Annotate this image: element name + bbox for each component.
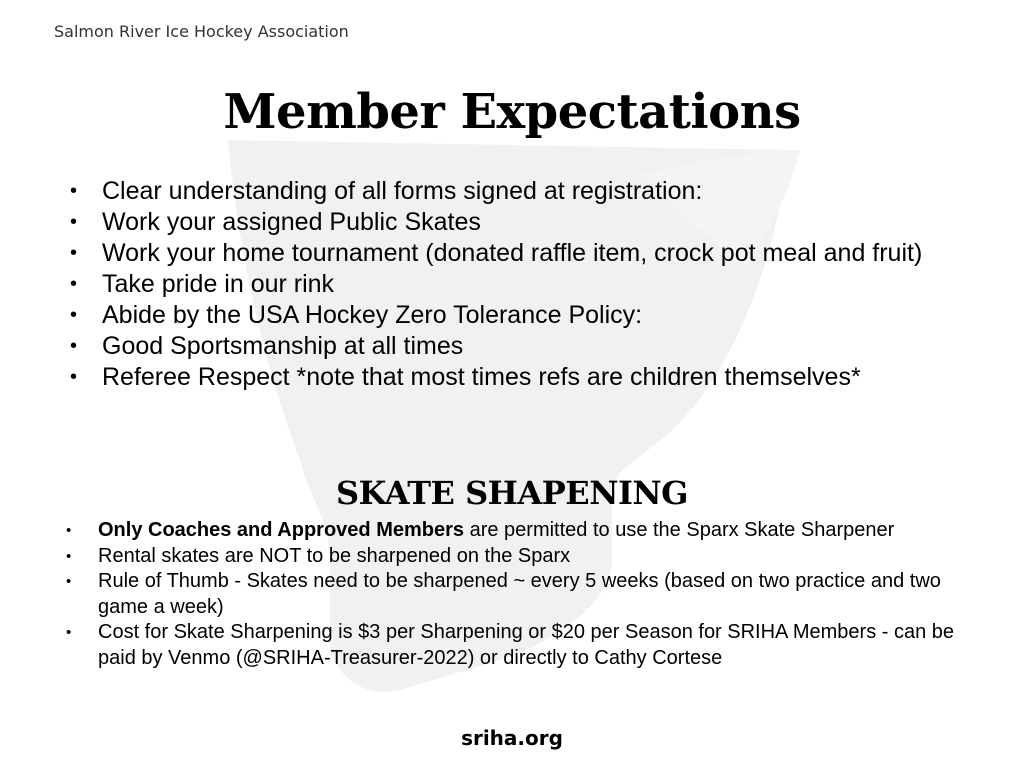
list-item: • Referee Respect *note that most times refs are children themselves* — [70, 362, 970, 393]
list-item: • Rule of Thumb - Skates need to be sharpened ~ every 5 weeks (based on two practice and two game a week) — [66, 569, 966, 620]
list-item: • Rental skates are NOT to be sharpened on the Sparx — [66, 544, 966, 570]
list-item: • Work your assigned Public Skates — [70, 207, 970, 238]
bold-phrase: Only Coaches and Approved Members — [98, 519, 465, 541]
list-item: • Good Sportsmanship at all times — [70, 331, 970, 362]
skate-section-title: SKATE SHAPENING — [336, 474, 688, 512]
list-item: • Cost for Skate Sharpening is $3 per Sharpening or $20 per Season for SRIHA Members - can be paid by Venmo (@SRIHA-Treasurer-2022) or directly to Cathy Cortese — [66, 620, 966, 671]
list-item — [66, 518, 966, 544]
list-item-text: are permitted to use the Sparx Skate Sharpener — [464, 519, 895, 541]
list-item: • Take pride in our rink — [70, 269, 970, 300]
list-item: • Abide by the USA Hockey Zero Tolerance Policy: — [70, 300, 970, 331]
skate-sharpening-list — [66, 518, 966, 671]
list-item: • Clear understanding of all forms signed at registration: — [70, 176, 970, 207]
footer-url: sriha.org — [461, 726, 563, 750]
organization-name: Salmon River Ice Hockey Association — [54, 22, 349, 41]
expectations-list — [70, 176, 970, 393]
list-item: • Work your home tournament (donated raffle item, crock pot meal and fruit) — [70, 238, 970, 269]
page-title: Member Expectations — [223, 84, 801, 140]
